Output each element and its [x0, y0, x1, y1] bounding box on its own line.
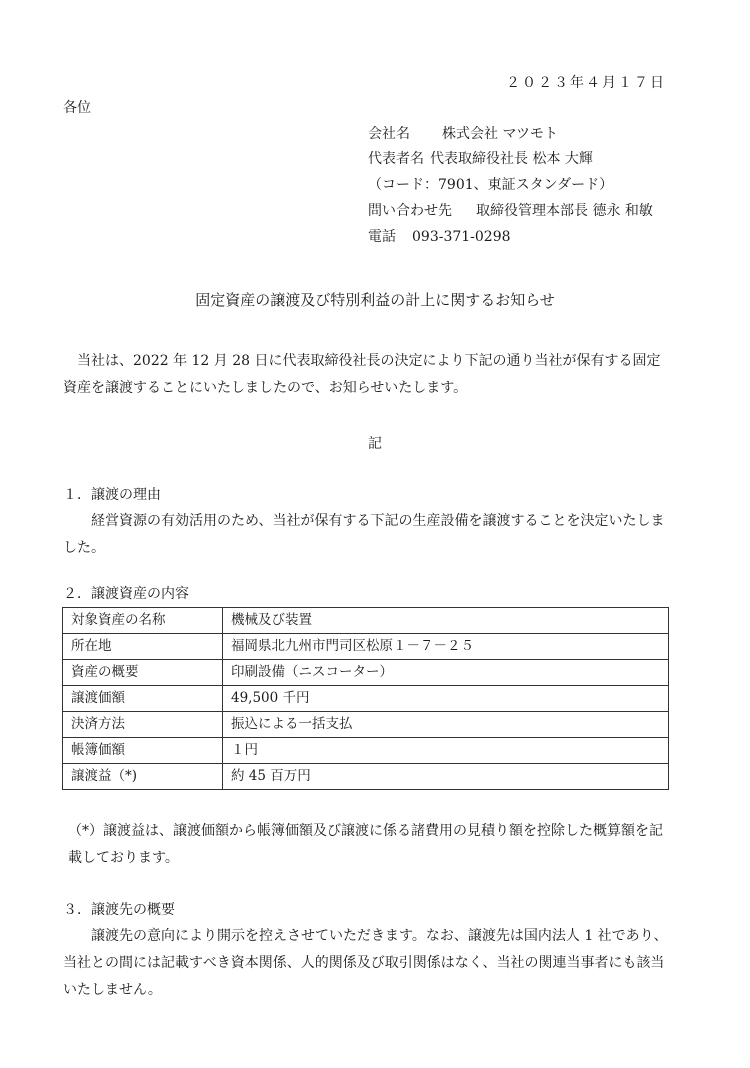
table-row [63, 712, 669, 738]
row-key: 決済方法 [63, 712, 223, 738]
representative-label: 代表者名 [368, 151, 424, 167]
table-row [63, 608, 669, 634]
row-key: 資産の概要 [63, 660, 223, 686]
table-row [63, 660, 669, 686]
table-row [63, 686, 669, 712]
section1-heading: １．譲渡の理由 [63, 487, 161, 503]
contact-label: 問い合わせ先 [368, 203, 452, 219]
contact-line [368, 204, 653, 218]
section1-body [63, 508, 671, 562]
company-label: 会社名 [368, 126, 410, 142]
row-value: 49,500 千円 [223, 686, 669, 712]
row-value: 印刷設備（ニスコーター） [223, 660, 669, 686]
asset-table [62, 607, 669, 790]
intro-paragraph [63, 348, 673, 402]
phone-number: 093-371-0298 [412, 229, 511, 245]
addressee: 各位 [63, 100, 91, 116]
representative-name: 代表取締役社長 松本 大輝 [430, 151, 593, 167]
document-title: 固定資産の譲渡及び特別利益の計上に関するお知らせ [195, 291, 555, 309]
phone-line [368, 230, 511, 244]
phone-label: 電話 [368, 229, 396, 245]
row-key: 譲渡益（*) [63, 764, 223, 790]
representative-line [368, 152, 593, 166]
section3-body [63, 923, 671, 1004]
company-line [368, 127, 558, 141]
row-key: 譲渡価額 [63, 686, 223, 712]
row-key: 所在地 [63, 634, 223, 660]
row-value: 機械及び装置 [223, 608, 669, 634]
company-name: 株式会社 マツモト [442, 126, 559, 142]
row-value: 福岡県北九州市門司区松原１－７－２５ [223, 634, 669, 660]
intro-text: 当社は、2022 年 12 月 28 日に代表取締役社長の決定により下記の通り当社が保有する固定資産を譲渡することにいたしましたので、お知らせいたします。 [63, 353, 661, 396]
row-value: １円 [223, 738, 669, 764]
section1-text: 経営資源の有効活用のため、当社が保有する下記の生産設備を譲渡することを決定いたしました。 [63, 513, 665, 556]
ki-marker: 記 [368, 436, 382, 452]
row-key: 対象資産の名称 [63, 608, 223, 634]
table-row [63, 634, 669, 660]
stock-code: （コード：7901、東証スタンダード） [368, 177, 614, 193]
section3-heading: ３．譲渡先の概要 [63, 902, 175, 918]
contact-person: 取締役管理本部長 德永 和敏 [476, 203, 653, 219]
table-footnote: （*）譲渡益は、譲渡価額から帳簿価額及び譲渡に係る諸費用の見積り額を控除した概算額を記載しております。 [68, 823, 663, 866]
row-value: 約 45 百万円 [223, 764, 669, 790]
section2-heading: ２．譲渡資産の内容 [63, 586, 189, 602]
table-row [63, 738, 669, 764]
document-date: ２０２３年４月１７日 [506, 75, 666, 91]
section3-text: 譲渡先の意向により開示を控えさせていただきます。なお、譲渡先は国内法人 1 社であり、当社との間には記載すべき資本関係、人的関係及び取引関係はなく、当社の関連当事者にも該当いたしません。 [63, 928, 668, 998]
table-row [63, 764, 669, 790]
row-key: 帳簿価額 [63, 738, 223, 764]
row-value: 振込による一括支払 [223, 712, 669, 738]
